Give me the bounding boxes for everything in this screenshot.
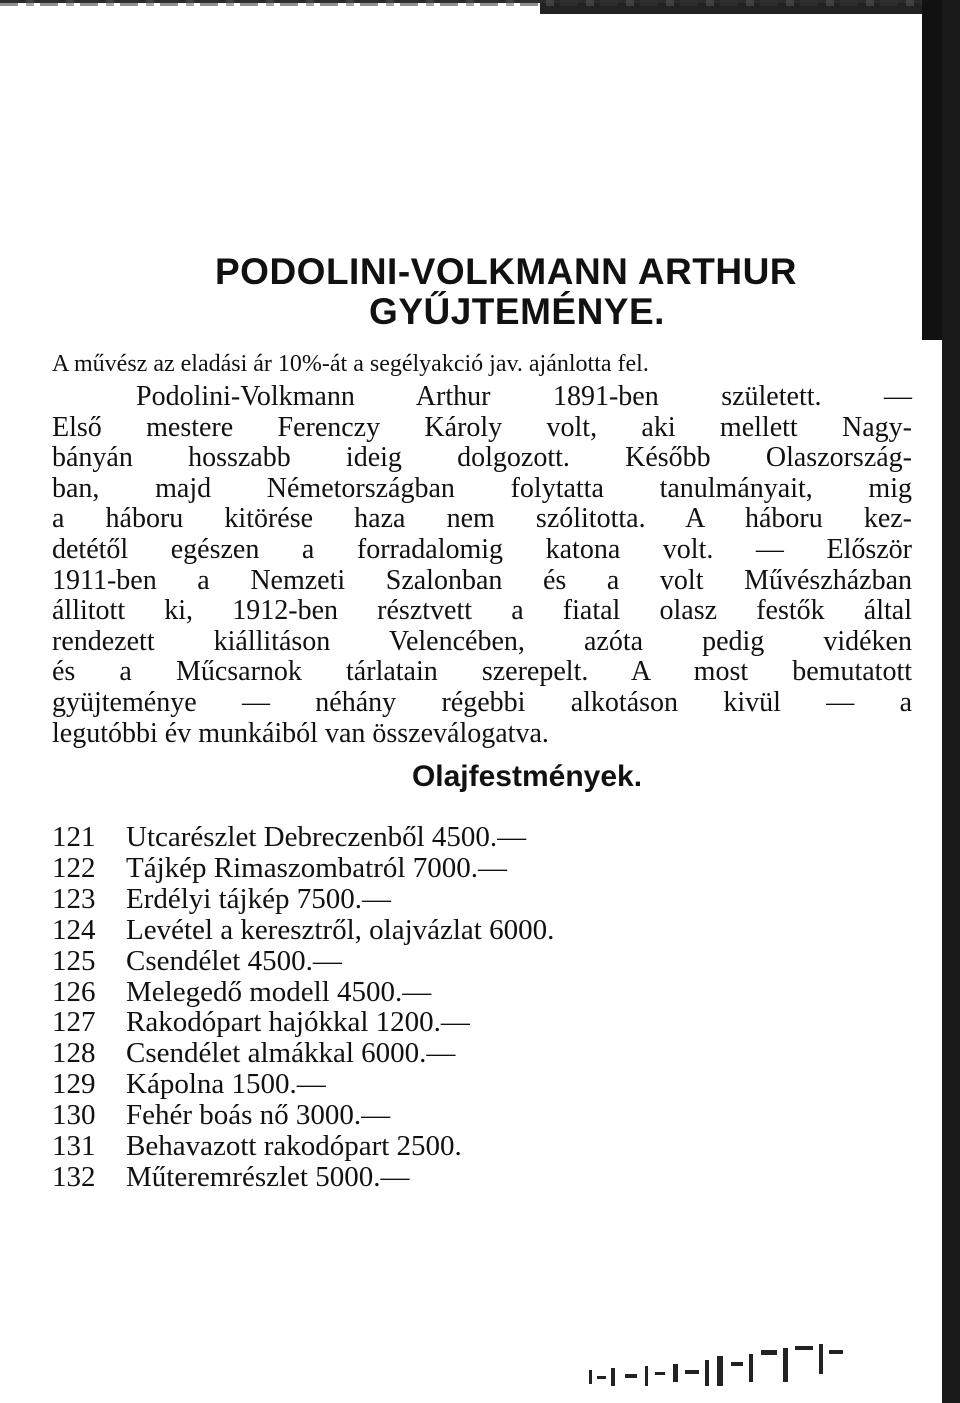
work-title: Utcarészlet Debreczenből 4500.— — [126, 821, 527, 854]
work-number: 122 — [52, 851, 96, 884]
biography-line: a háboru kitörése haza nem szólitotta. A háboru kez- — [52, 503, 912, 535]
work-number: 123 — [52, 882, 96, 915]
biography-line: legutóbbi év munkáiból van összeválogatva. — [52, 717, 549, 749]
work-number: 124 — [52, 913, 96, 946]
work-number: 128 — [52, 1037, 96, 1070]
work-number: 130 — [52, 1099, 96, 1132]
biography-line: detétől egészen a forradalomig katona volt. — Először — [52, 533, 912, 565]
section-heading: Olajfestmények. — [411, 760, 643, 794]
work-item — [52, 1162, 912, 1193]
biography-line: rendezett kiállitáson Velencében, azóta pedig vidéken — [52, 625, 912, 657]
work-title: Rakodópart hajókkal 1200.— — [126, 1006, 470, 1039]
work-item — [52, 853, 912, 884]
work-title: Fehér boás nő 3000.— — [126, 1099, 391, 1132]
work-item — [52, 946, 912, 977]
biography-line: Első mestere Ferenczy Károly volt, aki mellett Nagy- — [52, 411, 912, 443]
work-number: 132 — [52, 1160, 96, 1193]
work-item — [52, 884, 912, 915]
biography-line: gyüjteménye — néhány régebbi alkotáson kivül — a — [52, 686, 912, 718]
biography-line: ban, majd Németországban folytatta tanulmányait, mig — [52, 472, 912, 504]
work-item — [52, 1007, 912, 1038]
biography-line: Podolini-Volkmann Arthur 1891-ben született. — — [136, 381, 912, 412]
scan-edge-top — [0, 0, 960, 14]
work-item — [52, 915, 912, 946]
work-title: Csendélet almákkal 6000.— — [126, 1037, 456, 1070]
work-title: Csendélet 4500.— — [126, 944, 342, 977]
work-item — [52, 1038, 912, 1069]
document-title-line1: PODOLINI-VOLKMANN ARTHUR — [214, 251, 798, 292]
works-list — [52, 822, 912, 1193]
work-item — [52, 977, 912, 1008]
work-title: Melegedő modell 4500.— — [126, 975, 432, 1008]
work-number: 129 — [52, 1068, 96, 1101]
work-title: Levétel a keresztről, olajvázlat 6000. — [126, 913, 555, 946]
work-title: Behavazott rakodópart 2500. — [126, 1130, 462, 1163]
biography — [52, 382, 912, 749]
biography-line: és a Műcsarnok tárlatain szerepelt. A most bemutatott — [52, 656, 912, 688]
work-number: 125 — [52, 944, 96, 977]
work-number: 126 — [52, 975, 96, 1008]
document — [52, 252, 912, 1193]
work-title: Tájkép Rimaszombatról 7000.— — [126, 851, 507, 884]
biography-line: állitott ki, 1912-ben résztvett a fiatal olasz festők által — [52, 595, 912, 627]
scan-edge-right — [934, 0, 960, 1403]
biography-line: bányán hosszabb ideig dolgozott. Később Olaszország- — [52, 442, 912, 474]
work-title: Kápolna 1500.— — [126, 1068, 326, 1101]
lead-sentence: A művész az eladási ár 10%-át a segélyakció jav. ajánlotta fel. — [52, 351, 649, 377]
work-item — [52, 1131, 912, 1162]
work-number: 121 — [52, 821, 96, 854]
biography-line: 1911-ben a Nemzeti Szalonban és a volt Művészházban — [52, 564, 912, 596]
work-item — [52, 1100, 912, 1131]
work-number: 131 — [52, 1130, 96, 1163]
work-item — [52, 822, 912, 853]
work-title: Erdélyi tájkép 7500.— — [126, 882, 391, 915]
document-title-line2: GYŰJTEMÉNYE. — [369, 291, 665, 332]
work-number: 127 — [52, 1006, 96, 1039]
scan-noise-bottom — [585, 1340, 855, 1392]
work-title: Műteremrészlet 5000.— — [126, 1160, 410, 1193]
work-item — [52, 1069, 912, 1100]
